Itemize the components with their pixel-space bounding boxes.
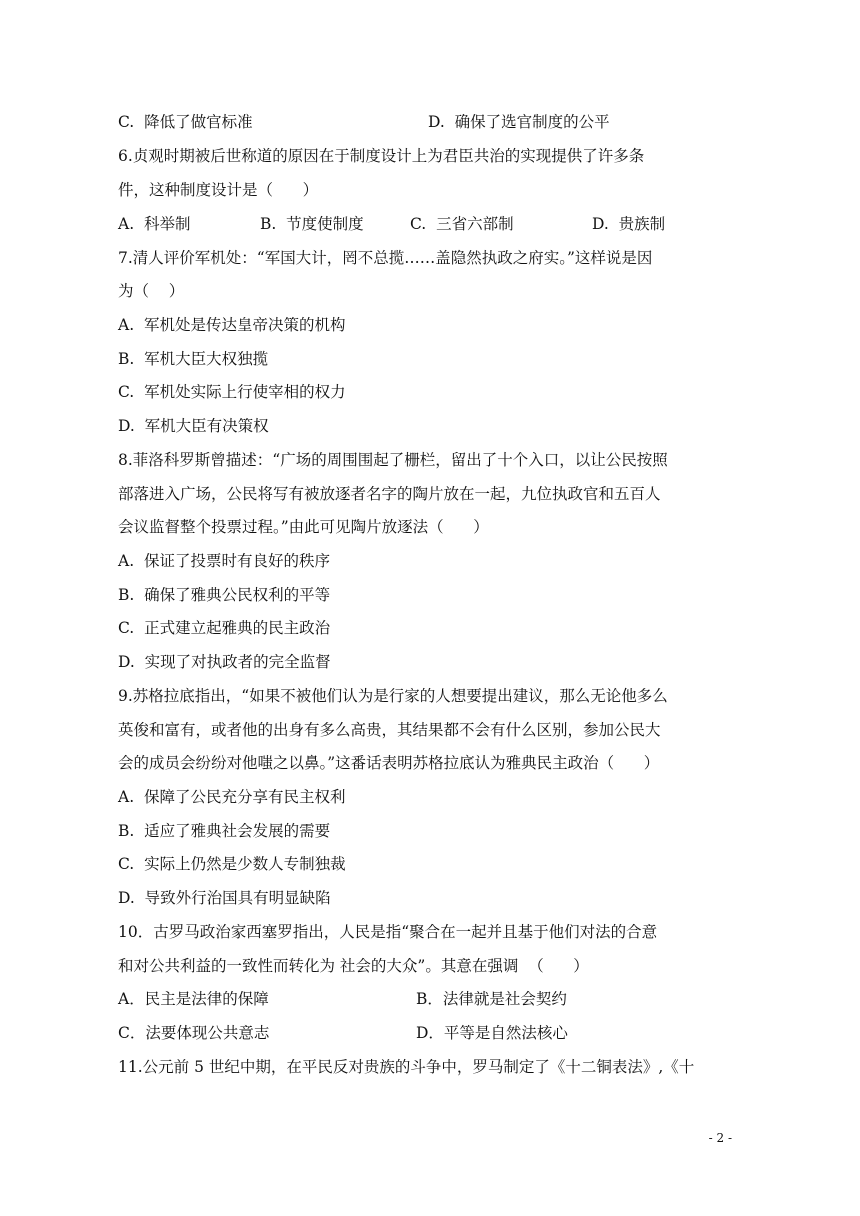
q8-option-a: A. 保证了投票时有良好的秩序 xyxy=(118,552,330,570)
q7-option-b: B. 军机大臣大权独揽 xyxy=(118,350,269,368)
q6-option-c: C. 三省六部制 xyxy=(410,215,514,233)
page-number: - 2 - xyxy=(708,1131,732,1145)
q7-stem-line1: 7.清人评价军机处：“军国大计，罔不总揽……盖隐然执政之府实。”这样说是因 xyxy=(118,249,653,267)
q9-stem-line3: 会的成员会纷纷对他嗤之以鼻。”这番话表明苏格拉底认为雅典民主政治（ ） xyxy=(118,754,660,772)
q6-stem-line2: 件，这种制度设计是（ ） xyxy=(118,181,319,199)
q8-stem-line3: 会议监督整个投票过程。”由此可见陶片放逐法（ ） xyxy=(118,518,489,536)
q8-option-d: D. 实现了对执政者的完全监督 xyxy=(118,653,331,671)
q9-stem-line2: 英俊和富有，或者他的出身有多么高贵，其结果都不会有什么区别，参加公民大 xyxy=(118,721,661,739)
q10-options-row2 xyxy=(118,1023,758,1043)
q6-stem-line1: 6.贞观时期被后世称道的原因在于制度设计上为君臣共治的实现提供了许多条 xyxy=(118,147,645,165)
q10-option-a: A．民主是法律的保障 xyxy=(118,990,269,1008)
q5-option-c: C. 降低了做官标准 xyxy=(118,113,253,131)
q6-option-b: B. 节度使制度 xyxy=(260,215,364,233)
q6-options-row xyxy=(118,214,758,234)
q10-options-row1 xyxy=(118,989,758,1009)
q7-option-a: A. 军机处是传达皇帝决策的机构 xyxy=(118,316,346,334)
q7-option-c: C. 军机处实际上行使宰相的权力 xyxy=(118,383,346,401)
q10-stem-line2: 和对公共利益的一致性而转化为 社会的大众”。其意在强调 （ ） xyxy=(118,957,589,975)
q9-stem-line1: 9.苏格拉底指出，“如果不被他们认为是行家的人想要提出建议，那么无论他多么 xyxy=(118,687,668,705)
q10-option-d: D．平等是自然法核心 xyxy=(416,1024,568,1042)
q10-option-b: B．法律就是社会契约 xyxy=(416,990,567,1008)
q9-option-d: D. 导致外行治国具有明显缺陷 xyxy=(118,889,331,907)
q9-option-a: A. 保障了公民充分享有民主权利 xyxy=(118,788,346,806)
q8-option-c: C. 正式建立起雅典的民主政治 xyxy=(118,619,331,637)
q8-option-b: B. 确保了雅典公民权利的平等 xyxy=(118,586,331,604)
q7-stem-line2: 为（ ） xyxy=(118,282,185,300)
q8-stem-line2: 部落进入广场，公民将写有被放逐者名字的陶片放在一起，九位执政官和五百人 xyxy=(118,485,661,503)
q6-option-d: D. 贵族制 xyxy=(592,215,666,233)
q6-option-a: A. 科举制 xyxy=(118,215,191,233)
q9-option-b: B. 适应了雅典社会发展的需要 xyxy=(118,822,331,840)
q5-options-row xyxy=(118,112,758,132)
q11-stem-line1: 11.公元前 5 世纪中期，在平民反对贵族的斗争中，罗马制定了《十二铜表法》,《十 xyxy=(118,1058,695,1076)
q10-option-c: C．法要体现公共意志 xyxy=(118,1024,270,1042)
q10-stem-line1: 10．古罗马政治家西塞罗指出，人民是指“聚合在一起并且基于他们对法的合意 xyxy=(118,923,658,941)
q8-stem-line1: 8.菲洛科罗斯曾描述：“广场的周围围起了栅栏，留出了十个入口，以让公民按照 xyxy=(118,451,668,469)
q7-option-d: D. 军机大臣有决策权 xyxy=(118,417,269,435)
q9-option-c: C. 实际上仍然是少数人专制独裁 xyxy=(118,855,346,873)
q5-option-d: D. 确保了选官制度的公平 xyxy=(428,113,610,131)
